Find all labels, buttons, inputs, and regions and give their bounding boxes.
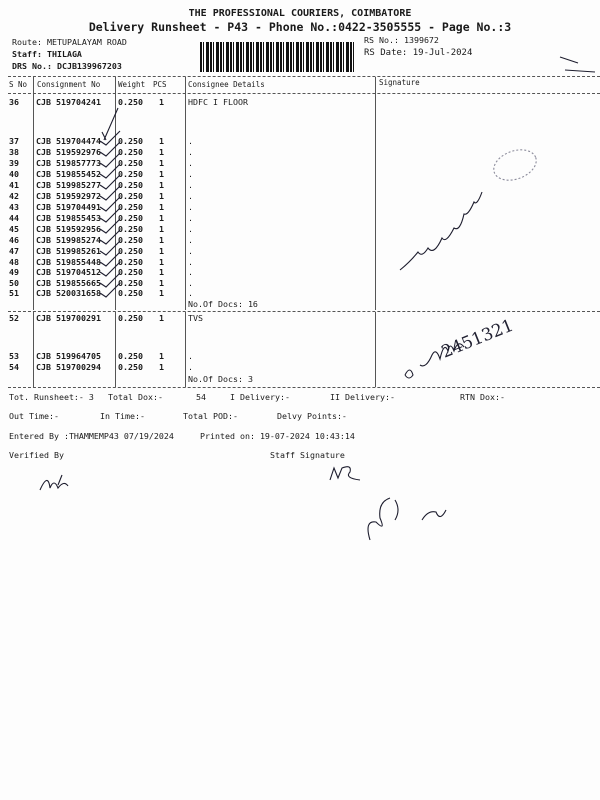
- cell-wt: 0.250: [118, 158, 143, 168]
- cell-wt: 0.250: [118, 202, 143, 212]
- cell-wt: 0.250: [118, 169, 143, 179]
- handwritten-note: [422, 510, 446, 520]
- cell-wt: 0.250: [118, 351, 143, 361]
- column-line: [33, 312, 34, 387]
- cell-sno: 45: [9, 224, 19, 234]
- cell-wt: 0.250: [118, 278, 143, 288]
- cell-wt: 0.250: [118, 97, 143, 107]
- cell-det: .: [188, 362, 193, 372]
- cell-sno: 44: [9, 213, 19, 223]
- cell-wt: 0.250: [118, 191, 143, 201]
- cell-wt: 0.250: [118, 246, 143, 256]
- cell-det: .: [188, 158, 193, 168]
- barcode: [200, 42, 355, 72]
- tick-mark: [100, 230, 120, 244]
- cell-cn: CJB 519855665: [36, 278, 101, 288]
- col-weight: Weight: [118, 80, 146, 89]
- cell-pcs: 1: [159, 158, 164, 168]
- tick-mark: [100, 131, 120, 145]
- cell-cn: CJB 519704491: [36, 202, 101, 212]
- column-line: [33, 77, 34, 310]
- column-line: [375, 312, 376, 387]
- cell-sno: 53: [9, 351, 19, 361]
- cell-wt: 0.250: [118, 136, 143, 146]
- staff-signature: [330, 467, 360, 480]
- cell-sno: 49: [9, 267, 19, 277]
- route: Route: METUPALAYAM ROAD: [12, 37, 127, 47]
- verified-by: Verified By: [9, 450, 64, 460]
- col-pcs: PCS: [153, 80, 167, 89]
- total-runsheet: Tot. Runsheet:- 3: [9, 392, 94, 402]
- i-delivery: I Delivery:-: [230, 392, 290, 402]
- cell-wt: 0.250: [118, 180, 143, 190]
- cell-cn: CJB 519592972: [36, 191, 101, 201]
- tick-mark: [100, 219, 120, 233]
- tick-mark: [100, 208, 120, 222]
- cell-wt: 0.250: [118, 147, 143, 157]
- cell-pcs: 1: [159, 246, 164, 256]
- cell-det: .: [188, 288, 193, 298]
- cell-pcs: 1: [159, 191, 164, 201]
- cell-det: .: [188, 351, 193, 361]
- tick-mark: [100, 273, 120, 287]
- cell-pcs: 1: [159, 136, 164, 146]
- cell-cn: CJB 519592976: [36, 147, 101, 157]
- cell-det: .: [188, 191, 193, 201]
- cell-sno: 41: [9, 180, 19, 190]
- cell-det: .: [188, 257, 193, 267]
- total-dox-label: Total Dox:-: [108, 392, 163, 402]
- col-sno: S No: [9, 80, 28, 89]
- cell-wt: 0.250: [118, 267, 143, 277]
- divider: [8, 93, 600, 94]
- cell-pcs: 1: [159, 313, 164, 323]
- company-name: THE PROFESSIONAL COURIERS, COIMBATORE: [188, 8, 412, 19]
- tick-mark: [100, 142, 120, 156]
- total-dox-value: 54: [196, 392, 206, 402]
- tick-mark: [100, 175, 120, 189]
- cell-det: .: [188, 147, 193, 157]
- col-consignment: Consignment No: [37, 80, 101, 89]
- doc-count: No.Of Docs: 3: [188, 374, 253, 384]
- cell-pcs: 1: [159, 213, 164, 223]
- cell-cn: CJB 519855448: [36, 257, 101, 267]
- consignee-details: TVS: [188, 313, 203, 323]
- col-consignee: Consignee Details: [188, 80, 265, 89]
- rs-number: RS No.: 1399672: [364, 35, 439, 45]
- cell-pcs: 1: [159, 362, 164, 372]
- tick-mark: [100, 197, 120, 211]
- column-line: [185, 312, 186, 387]
- cell-pcs: 1: [159, 180, 164, 190]
- cell-cn: CJB 519985274: [36, 235, 101, 245]
- cell-det: .: [188, 180, 193, 190]
- tick-mark: [100, 186, 120, 200]
- cell-cn: CJB 519964705: [36, 351, 101, 361]
- cell-pcs: 1: [159, 267, 164, 277]
- cell-sno: 54: [9, 362, 19, 372]
- cell-wt: 0.250: [118, 288, 143, 298]
- ii-delivery: II Delivery:-: [330, 392, 395, 402]
- rtn-dox: RTN Dox:-: [460, 392, 505, 402]
- cell-pcs: 1: [159, 169, 164, 179]
- cell-det: .: [188, 224, 193, 234]
- runsheet-title: Delivery Runsheet - P43 - Phone No.:0422-3505555 - Page No.:3: [88, 20, 512, 34]
- cell-wt: 0.250: [118, 235, 143, 245]
- cell-pcs: 1: [159, 278, 164, 288]
- handwritten-note: [368, 498, 398, 540]
- divider: [8, 311, 600, 312]
- cell-cn: CJB 519704512: [36, 267, 101, 277]
- cell-wt: 0.250: [118, 313, 143, 323]
- cell-sno: 51: [9, 288, 19, 298]
- out-time: Out Time:-: [9, 411, 59, 421]
- cell-det: .: [188, 202, 193, 212]
- cell-wt: 0.250: [118, 213, 143, 223]
- cell-cn: CJB 519592956: [36, 224, 101, 234]
- cell-cn: CJB 519857773: [36, 158, 101, 168]
- rs-date: RS Date: 19-Jul-2024: [364, 48, 473, 58]
- tick-mark: [100, 153, 120, 167]
- cell-cn: CJB 519855453: [36, 213, 101, 223]
- cell-pcs: 1: [159, 351, 164, 361]
- verified-signature: [40, 475, 68, 490]
- column-line: [115, 312, 116, 387]
- cell-det: .: [188, 213, 193, 223]
- divider: [8, 387, 600, 388]
- cell-det: .: [188, 235, 193, 245]
- tick-mark: [100, 164, 120, 178]
- cell-sno: 39: [9, 158, 19, 168]
- cell-pcs: 1: [159, 288, 164, 298]
- cell-cn: CJB 519700294: [36, 362, 101, 372]
- col-signature: Signature: [379, 78, 420, 87]
- column-line: [185, 77, 186, 310]
- consignee-details: HDFC I FLOOR: [188, 97, 248, 107]
- entered-by: Entered By :THAMMEMP43 07/19/2024: [9, 431, 174, 441]
- cell-sno: 47: [9, 246, 19, 256]
- cell-sno: 37: [9, 136, 19, 146]
- staff-signature-label: Staff Signature: [270, 450, 345, 460]
- cell-det: .: [188, 267, 193, 277]
- tick-mark: [100, 283, 120, 297]
- drs-number: DRS No.: DCJB139967203: [12, 61, 122, 71]
- total-pod: Total POD:-: [183, 411, 238, 421]
- cell-det: .: [188, 278, 193, 288]
- cell-sno: 36: [9, 97, 19, 107]
- cell-sno: 42: [9, 191, 19, 201]
- staff: Staff: THILAGA: [12, 49, 82, 59]
- cell-cn: CJB 519855452: [36, 169, 101, 179]
- column-line: [115, 77, 116, 310]
- cell-wt: 0.250: [118, 224, 143, 234]
- cell-cn: CJB 519704241: [36, 97, 101, 107]
- tick-mark: [100, 262, 120, 276]
- tick-mark: [100, 241, 120, 255]
- cell-cn: CJB 519985261: [36, 246, 101, 256]
- divider: [8, 76, 600, 77]
- cell-cn: CJB 519704474: [36, 136, 101, 146]
- cell-pcs: 1: [159, 257, 164, 267]
- cell-cn: CJB 520031658: [36, 288, 101, 298]
- signature: [400, 192, 482, 270]
- cell-sno: 50: [9, 278, 19, 288]
- cell-sno: 46: [9, 235, 19, 245]
- cell-wt: 0.250: [118, 257, 143, 267]
- handwritten-number: 2451321: [438, 315, 517, 363]
- cell-sno: 38: [9, 147, 19, 157]
- tick-mark: [100, 252, 120, 266]
- cell-cn: CJB 519700291: [36, 313, 101, 323]
- cell-pcs: 1: [159, 224, 164, 234]
- column-line: [375, 77, 376, 310]
- cell-pcs: 1: [159, 235, 164, 245]
- cell-pcs: 1: [159, 202, 164, 212]
- cell-pcs: 1: [159, 97, 164, 107]
- in-time: In Time:-: [100, 411, 145, 421]
- cell-wt: 0.250: [118, 362, 143, 372]
- cell-sno: 52: [9, 313, 19, 323]
- delivery-points: Delvy Points:-: [277, 411, 347, 421]
- cell-cn: CJB 519985277: [36, 180, 101, 190]
- cell-det: .: [188, 136, 193, 146]
- cell-sno: 40: [9, 169, 19, 179]
- cell-sno: 48: [9, 257, 19, 267]
- cell-det: .: [188, 169, 193, 179]
- cell-det: .: [188, 246, 193, 256]
- printed-on: Printed on: 19-07-2024 10:43:14: [200, 431, 355, 441]
- cell-sno: 43: [9, 202, 19, 212]
- cell-pcs: 1: [159, 147, 164, 157]
- doc-count: No.Of Docs: 16: [188, 299, 258, 309]
